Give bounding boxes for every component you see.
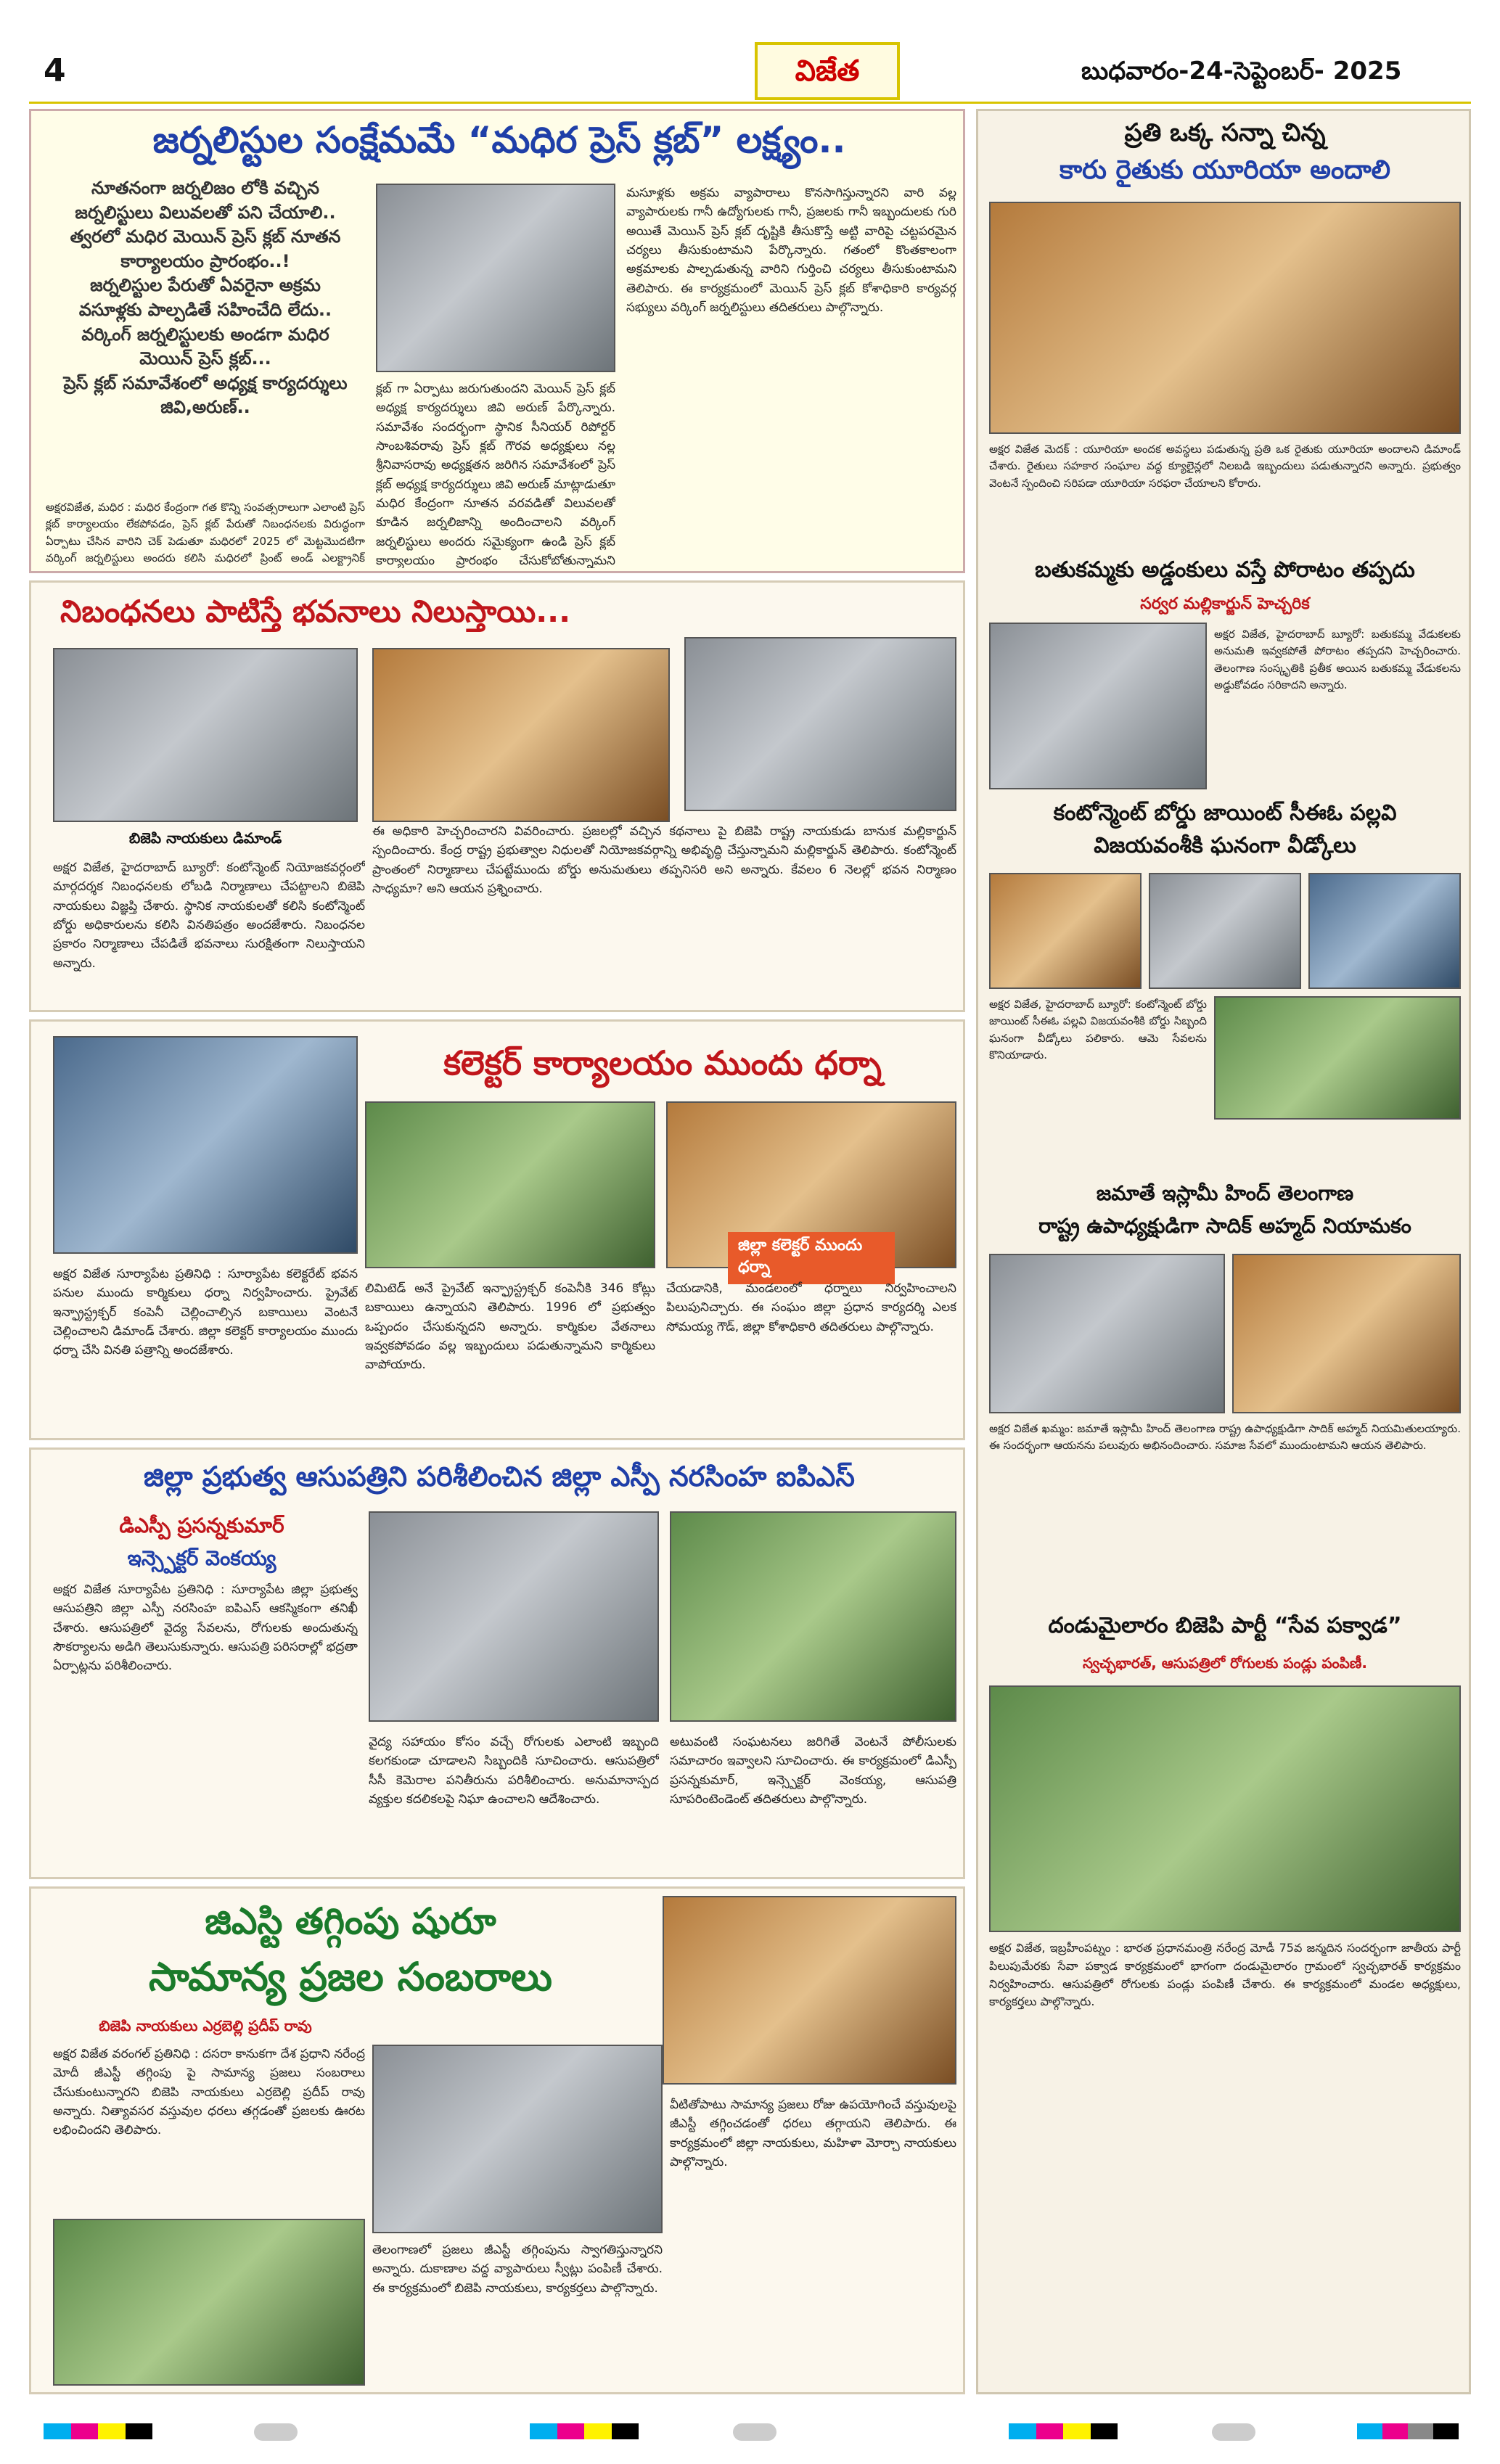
seva-photo <box>989 1685 1461 1932</box>
header-rule <box>29 102 1471 104</box>
gst-photo-1 <box>663 1896 956 2085</box>
dharna-photo-1 <box>53 1036 358 1254</box>
story-sp-hospital <box>29 1447 965 1879</box>
inspector-name: ఇన్స్పెక్టర్ వెంకయ్య <box>127 1546 276 1570</box>
meeting-photo <box>684 637 956 811</box>
urea-headline-2: కారు రైతుకు యూరియా అందాలి <box>1059 155 1391 185</box>
dharna-photo-2 <box>365 1101 655 1268</box>
photo-caption: బిజెపి నాయకులు డిమాండ్ <box>128 829 282 847</box>
subhead: వర్కింగ్ జర్నలిస్టులకు అండగా మధిర <box>81 324 329 345</box>
right-column <box>976 109 1471 2394</box>
bjp-leaders-photo <box>53 648 358 822</box>
farewell-photo-3 <box>1308 873 1461 989</box>
color-register-bar-left <box>44 2423 152 2439</box>
bathukamma-photo <box>989 623 1207 789</box>
story-collector-dharna-body-left: అక్షర విజేత సూర్యాపేట ప్రతినిధి : సూర్యాపేట కలెక్టరేట్ భవన పనుల ముందు కార్మికులు ధర్నా నిర్వహించారు. ప్రైవేట్ ఇన్ఫ్రాస్ట్రక్చర్ కంపెనీ చెల్లించాల్సిన బకాయిలు వెంటనే చెల్లించాలని డిమాండ్ చేశారు. జిల్లా కలెక్టర్ కార్యాలయం ముందు ధర్నా చేసి వినతి పత్రాన్ని అందజేశారు. <box>53 1267 358 1358</box>
bathukamma-sub: సర్వర మల్లికార్జున్ హెచ్చరిక <box>1140 595 1310 613</box>
color-register-bar-mid <box>530 2423 639 2439</box>
farewell-photo-4 <box>1214 996 1461 1120</box>
seva-sub: స్వచ్ఛభారత్, ఆసుపత్రిలో రోగులకు పండ్లు పంపిణీ. <box>1082 1654 1368 1672</box>
story-sp-hospital-body-left: అక్షర విజేత సూర్యాపేట ప్రతినిధి : సూర్యాపేట జిల్లా ప్రభుత్వ ఆసుపత్రిని జిల్లా ఎస్పీ నరసింహ ఐపిఎస్ ఆకస్మికంగా తనిఖీ చేశారు. ఆసుపత్రిలో వైద్య సేవలను, రోగులకు అందుతున్న సౌకర్యాలను అడిగి తెలుసుకున్నారు. ఆసుపత్రి పరిసరాల్లో భద్రతా ఏర్పాట్లను పరిశీలించారు. <box>53 1582 358 1674</box>
story-gst-body-left: అక్షర విజేత వరంగల్ ప్రతినిధి : దసరా కానుకగా దేశ ప్రధాని నరేంద్ర మోదీ జీఎస్టీ తగ్గింపు పై సామాన్య ప్రజలు సంబరాలు చేసుకుంటున్నారని బిజెపి నాయకులు ఎర్రబెల్లి ప్రదీప్ రావు అన్నారు. నిత్యావసర వస్తువుల ధరలు తగ్గడంతో ప్రజలకు ఊరట లభించిందని తెలిపారు. <box>53 2047 365 2138</box>
story-building-rules-headline: నిబంధనలు పాటిస్తే భవనాలు నిలుస్తాయి... <box>60 594 571 629</box>
subhead: ప్రెస్ క్లబ్ సమావేశంలో అధ్యక్ష కార్యదర్శులు <box>63 372 348 393</box>
subhead: జివి,అరుణ్.. <box>160 397 250 418</box>
subhead: కార్యాలయం ప్రారంభం..! <box>120 250 290 271</box>
color-register-bar-right <box>1009 2423 1118 2439</box>
story-press-club-body-mid: క్లబ్ గా ఏర్పాటు జరుగుతుందని మెయిన్ ప్రెస్ క్లబ్ అధ్యక్ష కార్యదర్శులు జివి అరుణ్ పేర్కొన్నారు. సమావేశం సందర్భంగా స్థానిక సీనియర్ రిపోర్టర్ సాంబశివరావు ప్రెస్ క్లబ్ గౌరవ అధ్యక్షులు నల్ల శ్రీనివాసరావు అధ్యక్షతన జరిగిన సమావేశంలో ప్రెస్ క్లబ్ అధ్యక్ష కార్యదర్శులు జివి అరుణ్ మాట్లాడుతూ మధిర కేంద్రంగా నూతన వరవడితో విలువలతో కూడిన జర్నలిజాన్ని అందించాలని వర్కింగ్ జర్నలిస్టులు అందరు సమైక్యంగా ఉండి ప్రెస్ క్లబ్ కార్యాలయం ప్రారంభం చేసుకోబోతున్నామని <box>376 382 615 568</box>
subhead: వసూళ్లకు పాల్పడితే సహించేది లేదు.. <box>78 299 332 320</box>
subhead: త్వరలో మధిర మెయిన్ ప్రెస్ క్లబ్ నూతన <box>70 226 341 247</box>
cantonment-body: అక్షర విజేత, హైదరాబాద్ బ్యూరో: కంటోన్మెంట్ బోర్డు జాయింట్ సీఈఓ పల్లవి విజయవంశీకి బోర్డు సిబ్బంది ఘనంగా వీడ్కోలు పలికారు. ఆమె సేవలను కొనియాడారు. <box>989 998 1207 1061</box>
urea-queue-photo <box>989 202 1461 434</box>
farewell-photo-1 <box>989 873 1142 989</box>
story-sp-hospital-body-mid: వైద్య సహాయం కోసం వచ్చే రోగులకు ఎలాంటి ఇబ్బంది కలగకుండా చూడాలని సిబ్బందికి సూచించారు. ఆసుపత్రిలో సీసీ కెమెరాల పనితీరును పరిశీలించారు. అనుమానాస్పద వ్యక్తుల కదలికలపై నిఘా ఉంచాలని ఆదేశించారు. <box>369 1735 659 1807</box>
gst-photo-2 <box>372 2045 663 2233</box>
story-building-rules <box>29 580 965 1012</box>
subhead: మెయిన్ ప్రెస్ క్లబ్... <box>139 348 271 369</box>
story-gst <box>29 1886 965 2394</box>
farewell-photo-2 <box>1149 873 1301 989</box>
subhead: నూతనంగా జర్నలిజం లోకి వచ్చిన <box>91 178 319 198</box>
story-building-rules-body-right: ఈ అధికారి హెచ్చరించారని వివరించారు. ప్రజలల్లో వచ్చిన కథనాలు పై బిజెపి రాష్ట్ర నాయకుడు బానుక మల్లికార్జున్ స్పందించారు. కేంద్ర రాష్ట్ర ప్రభుత్వాల నిధులతో నియోజకవర్గాన్ని అభివృద్ధి చేస్తున్నామని మల్లికార్జున్ తెలిపారు. కంటోన్మెంట్ ప్రాంతంలో నిర్మాణాలు చేపట్టేముందు బోర్డు అనుమతులు తప్పనిసరి అని అన్నారు. కేవలం 6 నెలల్లో భవన నిర్మాణం సాధ్యమా? అని ఆయన ప్రశ్నించారు. <box>372 824 956 897</box>
cantonment-headline-2: విజయవంశీకి ఘనంగా వీడ్కోలు <box>1094 833 1356 858</box>
dsp-name: డిఎస్పీ ప్రసన్నకుమార్ <box>119 1514 284 1537</box>
story-collector-dharna-body-right: చేయడానికి, మండలంలో ధర్నాలు నిర్వహించాలని పిలుపునిచ్చారు. ఈ సంఘం జిల్లా ప్రధాన కార్యదర్శి ఎలక సోమయ్య గౌడ్, జిల్లా కోశాధికారి తదితరులు పాల్గొన్నారు. <box>666 1281 956 1334</box>
story-gst-sub: బిజెపి నాయకులు ఎర్రబెల్లి ప్రదీప్ రావు <box>99 2017 312 2034</box>
jamaat-photo-2 <box>1232 1254 1461 1413</box>
story-gst-body-mid: తెలంగాణలో ప్రజలు జీఎస్టీ తగ్గింపును స్వాగతిస్తున్నారని అన్నారు. దుకాణాల వద్ద వ్యాపారులు స్వీట్లు పంపిణీ చేశారు. ఈ కార్యక్రమంలో బిజెపి నాయకులు, కార్యకర్తలు పాల్గొన్నారు. <box>372 2243 663 2296</box>
story-sp-hospital-body-right: అటువంటి సంఘటనలు జరిగితే వెంటనే పోలీసులకు సమాచారం ఇవ్వాలని సూచించారు. ఈ కార్యక్రమంలో డిఎస్పీ ప్రసన్నకుమార్, ఇన్స్పెక్టర్ వెంకయ్య, ఆసుపత్రి సూపరింటెండెంట్ తదితరులు పాల్గొన్నారు. <box>670 1735 956 1807</box>
bathukamma-headline: బతుకమ్మకు అడ్డంకులు వస్తే పోరాటం తప్పదు <box>1035 557 1415 583</box>
hospital-photo-1 <box>369 1511 659 1722</box>
story-sp-hospital-headline: జిల్లా ప్రభుత్వ ఆసుపత్రిని పరిశీలించిన జిల్లా ఎస్పీ నరసింహ ఐపిఎస్ <box>144 1461 855 1492</box>
seva-body: అక్షర విజేత, ఇబ్రహీంపట్నం : భారత ప్రధానమంత్రి నరేంద్ర మోడీ 75వ జన్మదిన సందర్భంగా జాతీయ పార్టీ పిలుపుమేరకు సేవా పక్వాడ కార్యక్రమంలో భాగంగా దండుమైలారం గ్రామంలో స్వచ్ఛభారత్ కార్యక్రమం నిర్వహించారు. ఆసుపత్రిలో రోగులకు పండ్లు పంపిణీ చేశారు. ఈ కార్యక్రమంలో మండల అధ్యక్షులు, కార్యకర్తలు పాల్గొన్నారు. <box>989 1941 1461 2009</box>
seva-headline: దండుమైలారం బిజెపి పార్టీ “సేవ పక్వాడ” <box>1048 1613 1402 1638</box>
dharna-banner: జిల్లా కలెక్టర్ ముందు ధర్నా <box>728 1232 895 1284</box>
cantonment-headline-1: కంటోన్మెంట్ బోర్డు జాయింట్ సీఈఓ పల్లవి <box>1053 800 1397 826</box>
register-oval-2 <box>733 2423 776 2441</box>
page-number: 4 <box>44 52 66 89</box>
story-collector-dharna <box>29 1019 965 1440</box>
jamaat-headline-2: రాష్ట్ర ఉపాధ్యక్షుడిగా సాదిక్ అహ్మద్ నియామకం <box>1038 1214 1411 1238</box>
color-register-bar-far <box>1357 2423 1459 2439</box>
register-oval-3 <box>1212 2423 1255 2441</box>
jamaat-photo-1 <box>989 1254 1225 1413</box>
story-press-club-body-right: మసూళ్లకు అక్రమ వ్యాపారాలు కొనసాగిస్తున్నారని వారి వల్ల వ్యాపారులకు గానీ ఉద్యోగులకు గానీ, ప్రజలకు గానీ ఇబ్బందులకు గురి అయితే మెయిన్ ప్రెస్ క్లబ్ దృష్టికి తీసుకొస్తే అట్టి వారిపై చట్టపరమైన చర్యలు తీసుకుంటామని పేర్కొన్నారు. గతంలో కొంతకాలంగా అక్రమాలకు పాల్పడుతున్న వారిని గుర్తించి చర్యలు తీసుకుంటామని తెలిపారు. ఈ కార్యక్రమంలో మెయిన్ ప్రెస్ క్లబ్ కోశాధికారి కార్యవర్గ సభ్యులు వర్కింగ్ జర్నలిస్టులు తదితరులు పాల్గొన్నారు. <box>626 186 956 316</box>
story-press-club <box>29 109 965 573</box>
urea-headline-1: ప్రతి ఒక్క సన్నా చిన్న <box>1124 118 1326 147</box>
gst-photo-3 <box>53 2219 365 2386</box>
press-meet-photo <box>372 648 670 822</box>
subhead: జర్నలిస్టుల పేరుతో ఏవరైనా అక్రమ <box>90 275 321 296</box>
urea-body: అక్షర విజేత మెదక్ : యూరియా అందక అవస్థలు పడుతున్న ప్రతి ఒక రైతుకు యూరియా అందాలని డిమాండ్ చేశారు. రైతులు సహకార సంఘాల వద్ద క్యూలైన్లలో నిలబడి ఇబ్బందులు పడుతున్నారని అన్నారు. ప్రభుత్వం వెంటనే స్పందించి సరిపడా యూరియా సరఫరా చేయాలని కోరారు. <box>989 443 1461 490</box>
hospital-photo-2 <box>670 1511 956 1722</box>
jamaat-body: అక్షర విజేత ఖమ్మం: జమాతే ఇస్లామీ హింద్ తెలంగాణ రాష్ట్ర ఉపాధ్యక్షుడిగా సాదిక్ అహ్మద్ నియమితులయ్యారు. ఈ సందర్భంగా ఆయనను పలువురు అభినందించారు. సమాజ సేవలో ముందుంటామని ఆయన తెలిపారు. <box>989 1422 1461 1453</box>
jamaat-headline-1: జమాతే ఇస్లామీ హింద్ తెలంగాణ <box>1096 1181 1354 1205</box>
story-collector-dharna-body-mid: లిమిటెడ్ అనే ప్రైవేట్ ఇన్ఫ్రాస్ట్రక్చర్ కంపెనీకి 346 కోట్లు బకాయిలు ఉన్నాయని తెలిపారు. 1996 లో ప్రభుత్వం ఒప్పందం చేసుకున్నదని అన్నారు. కార్మికుల వేతనాలు ఇవ్వకపోవడం వల్ల ఇబ్బందులు పడుతున్నామని కార్మికులు వాపోయారు. <box>365 1281 655 1373</box>
dateline: బుధవారం-24-సెప్టెంబర్- 2025 <box>1081 57 1402 86</box>
story-building-rules-body-left: అక్షర విజేత, హైదరాబాద్ బ్యూరో: కంటోన్మెంట్ నియోజకవర్గంలో మార్గదర్శక నిబంధనలకు లోబడి నిర్మాణాలు చేపట్టాలని బిజెపి నాయకులు విజ్ఞప్తి చేశారు. స్థానిక నాయకులతో కలిసి కంటోన్మెంట్ బోర్డు అధికారులను కలిసి వినతిపత్రం అందజేశారు. నిబంధనల ప్రకారం నిర్మాణాలు చేపడితే భవనాలు సురక్షితంగా నిలుస్తాయని అన్నారు. <box>53 861 365 971</box>
subhead: జర్నలిస్టులు విలువలతో పని చేయాలి.. <box>75 202 336 223</box>
story-press-club-subheads <box>46 176 365 420</box>
story-collector-dharna-headline: కలెక్టర్ కార్యాలయం ముందు ధర్నా <box>443 1043 882 1083</box>
register-oval-1 <box>254 2423 298 2441</box>
bathukamma-body: అక్షర విజేత, హైదరాబాద్ బ్యూరో: బతుకమ్మ వేడుకలకు అనుమతి ఇవ్వకపోతే పోరాటం తప్పదని హెచ్చరించారు. తెలంగాణ సంస్కృతికి ప్రతీక అయిన బతుకమ్మ వేడుకలను అడ్డుకోవడం సరికాదని అన్నారు. <box>1214 628 1461 691</box>
story-gst-headline-2: సామాన్య ప్రజల సంబరాలు <box>149 1954 552 2000</box>
story-press-club-headline: జర్నలిస్టుల సంక్షేమమే “మధిర ప్రెస్ క్లబ్” లక్ష్యం.. <box>152 119 846 161</box>
press-club-photo <box>376 184 615 372</box>
story-gst-body-right: వీటితోపాటు సామాన్య ప్రజలు రోజు ఉపయోగించే వస్తువులపై జీఎస్టీ తగ్గించడంతో ధరలు తగ్గాయని తెలిపారు. ఈ కార్యక్రమంలో జిల్లా నాయకులు, మహిళా మోర్చా నాయకులు పాల్గొన్నారు. <box>670 2098 956 2170</box>
newspaper-logo: విజేత <box>755 42 900 100</box>
story-gst-headline-1: జిఎస్టి తగ్గింపు షురూ <box>205 1900 496 1942</box>
story-press-club-body-left: అక్షరవిజేత, మధిర : మధిర కేంద్రంగా గత కొన్ని సంవత్సరాలుగా ఎలాంటి ప్రెస్ క్లబ్ కార్యాలయం లేకపోవడం, ప్రెస్ క్లబ్ పేరుతో నిబంధనలకు విరుద్ధంగా ఏర్పాటు చేసిన వారిని చెక్ పెడుతూ మధిరలో 2025 లో మెట్టమొదటిగా వర్కింగ్ జర్నలిస్టులు అందరు కలిసి మధిరలో ప్రింట్ అండ్ ఎలక్ట్రానిక్ <box>46 501 365 564</box>
